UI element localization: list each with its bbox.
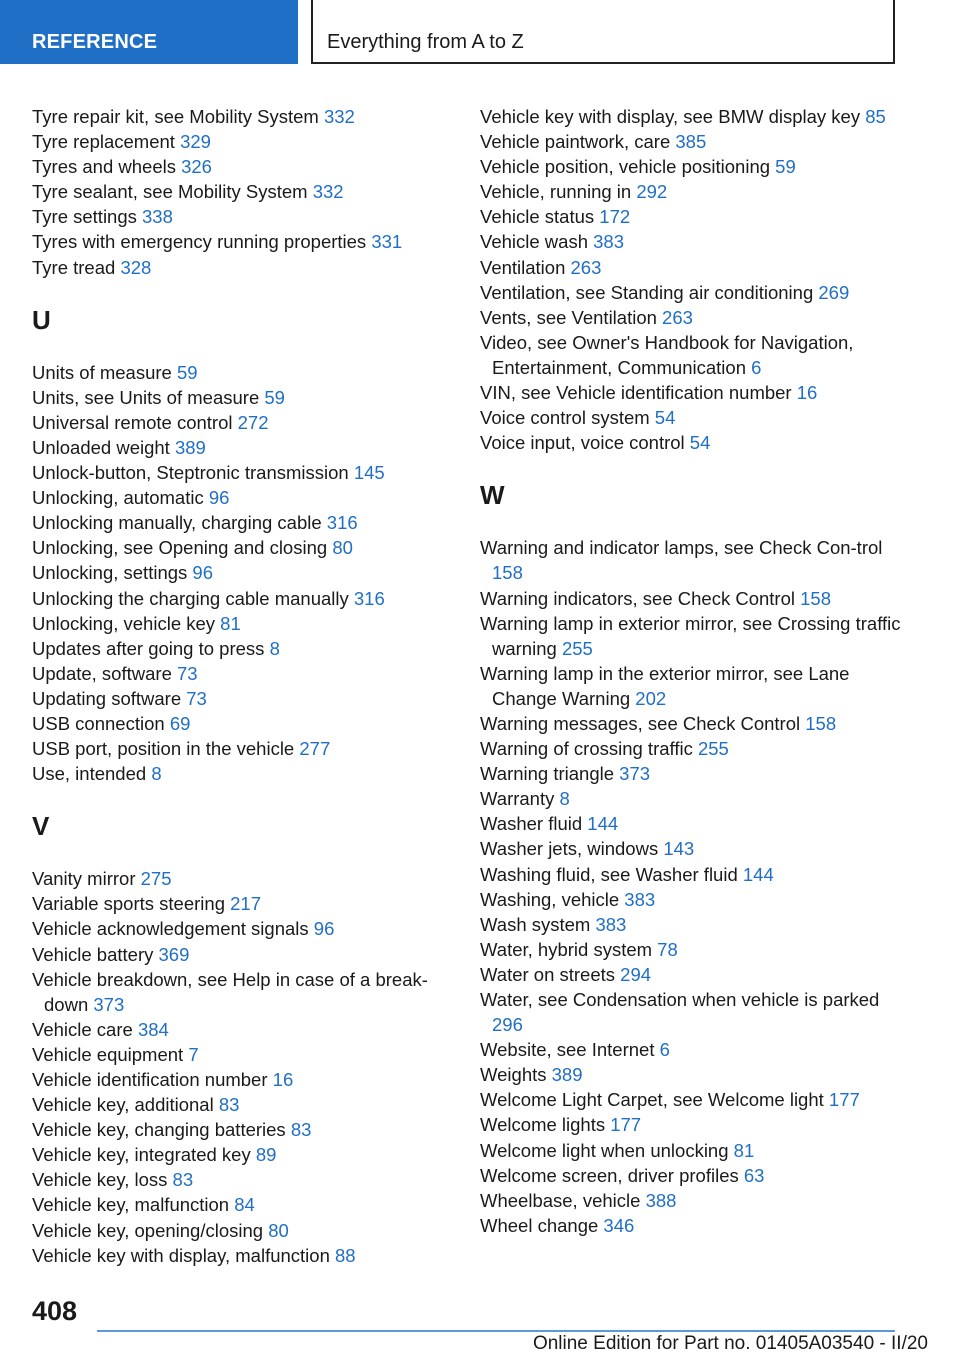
index-entry-term: Warning lamp in the exterior mirror, see Lane Change Warning bbox=[480, 662, 850, 709]
index-entry bbox=[480, 154, 910, 179]
index-entry-term: Tyre tread bbox=[32, 256, 121, 278]
index-page-link[interactable]: 16 bbox=[796, 382, 818, 404]
index-page-link[interactable]: 373 bbox=[619, 763, 651, 785]
index-entry-term: Welcome Light Carpet, see Welcome light bbox=[480, 1089, 829, 1111]
index-entry-term: Warning messages, see Check Control bbox=[480, 712, 806, 734]
index-page-link[interactable]: 16 bbox=[272, 1069, 294, 1090]
index-entry bbox=[32, 229, 462, 254]
index-page-link[interactable]: 6 bbox=[751, 356, 762, 378]
index-entry bbox=[480, 912, 910, 937]
index-entry-term: Vehicle key with display, see BMW display key bbox=[480, 106, 866, 127]
index-entry-term: Welcome screen, driver profiles bbox=[480, 1164, 744, 1186]
edition-note: Online Edition for Part no. 01405A03540 - II/20 bbox=[532, 1333, 928, 1354]
index-entry-term: Vehicle battery bbox=[32, 943, 159, 965]
index-page-link[interactable]: 217 bbox=[230, 893, 261, 915]
index-page-link[interactable]: 8 bbox=[151, 763, 162, 785]
index-entry bbox=[32, 967, 462, 1017]
index-page-link[interactable]: 177 bbox=[828, 1089, 860, 1111]
index-entry bbox=[32, 385, 462, 410]
index-page-link[interactable]: 96 bbox=[313, 918, 335, 940]
index-entry bbox=[32, 1142, 462, 1167]
index-entry-term: Variable sports steering bbox=[32, 893, 231, 915]
index-page-link[interactable]: 328 bbox=[120, 256, 152, 278]
index-page-link[interactable]: 331 bbox=[371, 231, 403, 253]
index-page-link[interactable]: 59 bbox=[264, 386, 285, 408]
index-entry-term: Video, see Owner's Handbook for Navigation, Entertainment, Communication bbox=[480, 331, 854, 378]
index-entry bbox=[32, 460, 462, 485]
index-entry bbox=[32, 1017, 462, 1042]
index-entry bbox=[480, 661, 910, 711]
index-page-link[interactable]: 202 bbox=[635, 687, 667, 709]
index-page-link[interactable]: 384 bbox=[137, 1018, 169, 1040]
index-page-link[interactable]: 144 bbox=[742, 863, 774, 885]
index-entry-term: Vehicle position, vehicle positioning bbox=[480, 156, 776, 178]
index-entry bbox=[480, 836, 910, 861]
index-entry bbox=[32, 611, 462, 636]
index-page-link[interactable]: 143 bbox=[663, 838, 695, 860]
index-entry bbox=[480, 330, 910, 380]
index-page-link[interactable]: 83 bbox=[218, 1094, 240, 1116]
index-page-link[interactable]: 389 bbox=[174, 436, 206, 458]
index-page-link[interactable]: 59 bbox=[176, 361, 198, 383]
index-entry bbox=[32, 916, 462, 941]
index-page-link[interactable]: 83 bbox=[172, 1169, 194, 1191]
index-entry bbox=[480, 887, 910, 912]
index-entry-term: Warning triangle bbox=[480, 763, 620, 785]
index-page-link[interactable]: 329 bbox=[180, 131, 211, 153]
index-page-link[interactable]: 269 bbox=[818, 281, 850, 303]
index-entry-term: Voice control system bbox=[480, 407, 655, 429]
index-entry-term: Unlock-button, Steptronic transmission bbox=[32, 462, 354, 484]
index-entry bbox=[32, 636, 462, 661]
index-page-link[interactable]: 59 bbox=[775, 156, 796, 178]
index-entry bbox=[32, 255, 462, 280]
index-page-link[interactable]: 255 bbox=[697, 738, 729, 760]
index-entry-term: Warning indicators, see Check Control bbox=[480, 587, 801, 609]
index-page-link[interactable]: 332 bbox=[323, 106, 355, 127]
index-page-link[interactable]: 373 bbox=[93, 993, 125, 1015]
index-entry bbox=[480, 1188, 910, 1213]
index-entry bbox=[32, 204, 462, 229]
index-entry bbox=[480, 179, 910, 204]
index-entry-term: Wheelbase, vehicle bbox=[480, 1189, 646, 1211]
index-entry-term: Vehicle wash bbox=[480, 231, 594, 253]
index-entry-term: USB port, position in the vehicle bbox=[32, 738, 300, 760]
index-page-link[interactable]: 69 bbox=[169, 712, 191, 734]
index-entry-term: Vehicle care bbox=[32, 1018, 138, 1040]
index-page-link[interactable]: 73 bbox=[186, 687, 207, 709]
index-entry-term: Washer fluid bbox=[480, 813, 588, 835]
index-page-link[interactable]: 272 bbox=[237, 411, 269, 433]
index-entry-term: Vehicle, running in bbox=[480, 181, 637, 203]
index-entry-term: Unlocking, settings bbox=[32, 562, 193, 584]
index-entry bbox=[480, 811, 910, 836]
index-entry-term: Welcome lights bbox=[480, 1114, 611, 1136]
index-page-link[interactable]: 389 bbox=[551, 1064, 583, 1086]
index-entry bbox=[480, 229, 910, 254]
index-page-link[interactable]: 80 bbox=[332, 537, 353, 559]
index-entry bbox=[32, 866, 462, 891]
index-page-link[interactable]: 296 bbox=[492, 1014, 523, 1036]
index-page-link[interactable]: 383 bbox=[593, 231, 624, 253]
index-entry bbox=[32, 510, 462, 535]
index-page-link[interactable]: 338 bbox=[142, 206, 173, 228]
page-number: 408 bbox=[32, 1296, 78, 1326]
index-page-link[interactable]: 81 bbox=[733, 1139, 755, 1161]
index-entry-term: Unlocking, automatic bbox=[32, 487, 209, 509]
index-entry-term: Warranty bbox=[480, 788, 560, 810]
index-letter-heading: U bbox=[32, 304, 51, 335]
index-entry-term: Units, see Units of measure bbox=[32, 386, 265, 408]
index-page-link[interactable]: 275 bbox=[140, 868, 172, 890]
index-column-right bbox=[480, 104, 910, 1238]
index-entry bbox=[32, 586, 462, 611]
index-entry bbox=[480, 129, 910, 154]
index-entry bbox=[32, 711, 462, 736]
index-entry-term: Vehicle key with display, malfunction bbox=[32, 1244, 336, 1266]
index-page-link[interactable]: 263 bbox=[662, 306, 693, 328]
index-entry-term: Washer jets, windows bbox=[480, 838, 664, 860]
index-entry bbox=[32, 1192, 462, 1217]
index-page-link[interactable]: 255 bbox=[561, 637, 593, 659]
index-page-link[interactable]: 8 bbox=[559, 788, 570, 810]
index-entry-term: Voice input, voice control bbox=[480, 432, 690, 454]
index-entry bbox=[32, 179, 462, 204]
index-page-link[interactable]: 292 bbox=[636, 181, 668, 203]
index-page-link[interactable]: 8 bbox=[269, 637, 280, 659]
index-entry bbox=[32, 535, 462, 560]
index-page-link[interactable]: 172 bbox=[599, 206, 631, 228]
index-entry bbox=[32, 661, 462, 686]
index-page-link[interactable]: 144 bbox=[587, 813, 619, 835]
index-entry-term: Water, see Condensation when vehicle is parked bbox=[480, 989, 880, 1010]
index-entry-term: Update, software bbox=[32, 662, 177, 684]
index-entry-term: Vehicle key, additional bbox=[32, 1094, 219, 1116]
index-entry bbox=[480, 405, 910, 430]
index-page-link[interactable]: 6 bbox=[659, 1039, 670, 1061]
index-entry bbox=[480, 1163, 910, 1188]
index-entry bbox=[480, 1037, 910, 1062]
index-entry-term: Vehicle key, changing batteries bbox=[32, 1119, 291, 1141]
index-entry-term: Tyre repair kit, see Mobility System bbox=[32, 106, 324, 127]
index-entry bbox=[32, 1243, 462, 1268]
index-page-link[interactable]: 54 bbox=[689, 432, 711, 454]
index-entry bbox=[32, 410, 462, 435]
index-entry bbox=[480, 586, 910, 611]
index-page-link[interactable]: 158 bbox=[805, 712, 837, 734]
index-entry-term: Vehicle key, malfunction bbox=[32, 1194, 235, 1216]
index-entry bbox=[480, 305, 910, 330]
index-entry-term: Unlocking, vehicle key bbox=[32, 612, 221, 634]
index-entry-term: Vents, see Ventilation bbox=[480, 306, 663, 328]
index-entry bbox=[32, 360, 462, 385]
index-letter-heading: W bbox=[480, 480, 505, 511]
footer-divider bbox=[97, 1330, 895, 1332]
index-entry-term: Vehicle acknowledgement signals bbox=[32, 918, 314, 940]
index-entry bbox=[32, 891, 462, 916]
index-page-link[interactable]: 145 bbox=[353, 462, 385, 484]
index-entry-term: Tyres and wheels bbox=[32, 156, 182, 178]
index-entry-term: Vehicle key, loss bbox=[32, 1169, 173, 1191]
index-entry-term: Water on streets bbox=[480, 963, 621, 985]
index-entry-term: Vehicle status bbox=[480, 206, 600, 228]
index-entry bbox=[32, 761, 462, 786]
index-page-link[interactable]: 80 bbox=[268, 1219, 289, 1241]
index-entry-term: Units of measure bbox=[32, 361, 177, 383]
index-entry-term: Tyres with emergency running properties bbox=[32, 231, 372, 253]
index-entry bbox=[480, 611, 910, 661]
index-entry bbox=[32, 104, 462, 129]
index-entry-term: Vehicle breakdown, see Help in case of a break‐down bbox=[32, 968, 428, 1015]
index-entry-term: Universal remote control bbox=[32, 411, 238, 433]
index-entry-term: Updating software bbox=[32, 687, 187, 709]
index-entry-term: Vehicle equipment bbox=[32, 1043, 189, 1065]
index-entry-term: Unloaded weight bbox=[32, 436, 175, 458]
index-entry bbox=[480, 1138, 910, 1163]
index-entry-term: Vehicle identification number bbox=[32, 1069, 273, 1090]
index-page-link[interactable]: 54 bbox=[654, 407, 676, 429]
index-entry bbox=[32, 435, 462, 460]
index-entry bbox=[32, 1067, 462, 1092]
index-entry bbox=[480, 204, 910, 229]
index-entry bbox=[480, 786, 910, 811]
index-entry bbox=[480, 1213, 910, 1238]
index-entry bbox=[480, 280, 910, 305]
index-entry-term: Tyre replacement bbox=[32, 131, 181, 153]
index-entry-term: Vehicle paintwork, care bbox=[480, 131, 676, 153]
index-entry-term: Warning lamp in exterior mirror, see Crossing traffic warning bbox=[480, 612, 901, 659]
index-page-link[interactable]: 88 bbox=[335, 1244, 356, 1266]
index-page-link[interactable]: 7 bbox=[188, 1043, 199, 1065]
index-entry bbox=[32, 942, 462, 967]
index-entry bbox=[480, 937, 910, 962]
index-page-link[interactable]: 277 bbox=[299, 738, 331, 760]
index-page-link[interactable]: 388 bbox=[645, 1189, 677, 1211]
index-entry-term: Tyre sealant, see Mobility System bbox=[32, 181, 313, 203]
index-entry-term: USB connection bbox=[32, 712, 170, 734]
index-entry bbox=[480, 1087, 910, 1112]
index-page-link[interactable]: 346 bbox=[603, 1214, 635, 1236]
index-page-link[interactable]: 332 bbox=[312, 181, 344, 203]
index-page-link[interactable]: 85 bbox=[865, 106, 886, 127]
index-entry-term: Vehicle key, integrated key bbox=[32, 1144, 256, 1166]
index-entry-term: Website, see Internet bbox=[480, 1039, 660, 1061]
index-entry bbox=[480, 987, 910, 1037]
index-entry-term: VIN, see Vehicle identification number bbox=[480, 382, 797, 404]
index-page-link[interactable]: 294 bbox=[620, 963, 652, 985]
index-page-link[interactable]: 89 bbox=[255, 1144, 277, 1166]
index-entry bbox=[32, 1042, 462, 1067]
index-entry bbox=[480, 962, 910, 987]
index-page-link[interactable]: 96 bbox=[208, 487, 230, 509]
index-entry-term: Tyre settings bbox=[32, 206, 143, 228]
index-entry bbox=[480, 430, 910, 455]
index-entry bbox=[32, 485, 462, 510]
index-entry-term: Washing fluid, see Washer fluid bbox=[480, 863, 743, 885]
index-entry bbox=[480, 711, 910, 736]
index-entry bbox=[32, 1167, 462, 1192]
index-entry bbox=[32, 129, 462, 154]
index-entry bbox=[32, 686, 462, 711]
index-page-link[interactable]: 78 bbox=[657, 938, 678, 960]
index-page-link[interactable]: 73 bbox=[177, 662, 198, 684]
index-entry-term: Vehicle key, opening/closing bbox=[32, 1219, 269, 1241]
index-entry-term: Water, hybrid system bbox=[480, 938, 658, 960]
index-entry-term: Warning and indicator lamps, see Check Con‐trol bbox=[480, 537, 883, 559]
index-page-link[interactable]: 383 bbox=[624, 888, 656, 910]
index-page-link[interactable]: 369 bbox=[158, 943, 190, 965]
section-label: REFERENCE bbox=[32, 31, 158, 53]
index-entry-term: Vanity mirror bbox=[32, 868, 141, 890]
index-page-link[interactable]: 177 bbox=[610, 1114, 642, 1136]
index-entry bbox=[32, 560, 462, 585]
index-entry bbox=[480, 736, 910, 761]
index-entry bbox=[32, 1092, 462, 1117]
index-page-link[interactable]: 385 bbox=[675, 131, 707, 153]
index-entry-term: Unlocking the charging cable manually bbox=[32, 587, 354, 609]
index-page-link[interactable]: 81 bbox=[220, 612, 241, 634]
index-page-link[interactable]: 96 bbox=[192, 562, 213, 584]
index-page-link[interactable]: 263 bbox=[570, 256, 602, 278]
index-page-link[interactable]: 316 bbox=[326, 512, 358, 534]
index-entry bbox=[480, 380, 910, 405]
index-letter-heading: V bbox=[32, 811, 50, 842]
index-entry-term: Use, intended bbox=[32, 763, 152, 785]
index-entry-term: Ventilation, see Standing air conditioning bbox=[480, 281, 819, 303]
index-entry bbox=[480, 761, 910, 786]
index-entry-term: Unlocking manually, charging cable bbox=[32, 512, 327, 534]
chapter-header bbox=[311, 0, 895, 64]
index-entry bbox=[32, 154, 462, 179]
index-entry-term: Wheel change bbox=[480, 1214, 604, 1236]
index-page-link[interactable]: 84 bbox=[234, 1194, 255, 1216]
index-page-link[interactable]: 158 bbox=[492, 562, 523, 584]
index-entry bbox=[32, 736, 462, 761]
index-entry bbox=[32, 1218, 462, 1243]
index-entry-term: Weights bbox=[480, 1064, 552, 1086]
index-entry-term: Wash system bbox=[480, 913, 596, 935]
index-entry-term: Ventilation bbox=[480, 256, 571, 278]
index-entry bbox=[480, 535, 910, 585]
index-entry-term: Unlocking, see Opening and closing bbox=[32, 537, 333, 559]
index-page-link[interactable]: 158 bbox=[800, 587, 831, 609]
index-entry-term: Welcome light when unlocking bbox=[480, 1139, 734, 1161]
index-entry bbox=[480, 862, 910, 887]
index-entry-term: Washing, vehicle bbox=[480, 888, 625, 910]
index-page-link[interactable]: 83 bbox=[290, 1119, 312, 1141]
index-entry-term: Warning of crossing traffic bbox=[480, 738, 698, 760]
index-page-link[interactable]: 383 bbox=[595, 913, 627, 935]
index-entry bbox=[480, 255, 910, 280]
index-entry bbox=[480, 1112, 910, 1137]
index-page-link[interactable]: 63 bbox=[743, 1164, 765, 1186]
chapter-title: Everything from A to Z bbox=[327, 31, 524, 53]
index-entry bbox=[480, 1062, 910, 1087]
index-page-link[interactable]: 316 bbox=[353, 587, 385, 609]
index-column-left bbox=[32, 104, 462, 1268]
index-page-link[interactable]: 326 bbox=[181, 156, 212, 178]
index-entry-term: Updates after going to press bbox=[32, 637, 270, 659]
index-entry bbox=[480, 104, 910, 129]
index-entry bbox=[32, 1117, 462, 1142]
section-tab bbox=[0, 0, 298, 64]
